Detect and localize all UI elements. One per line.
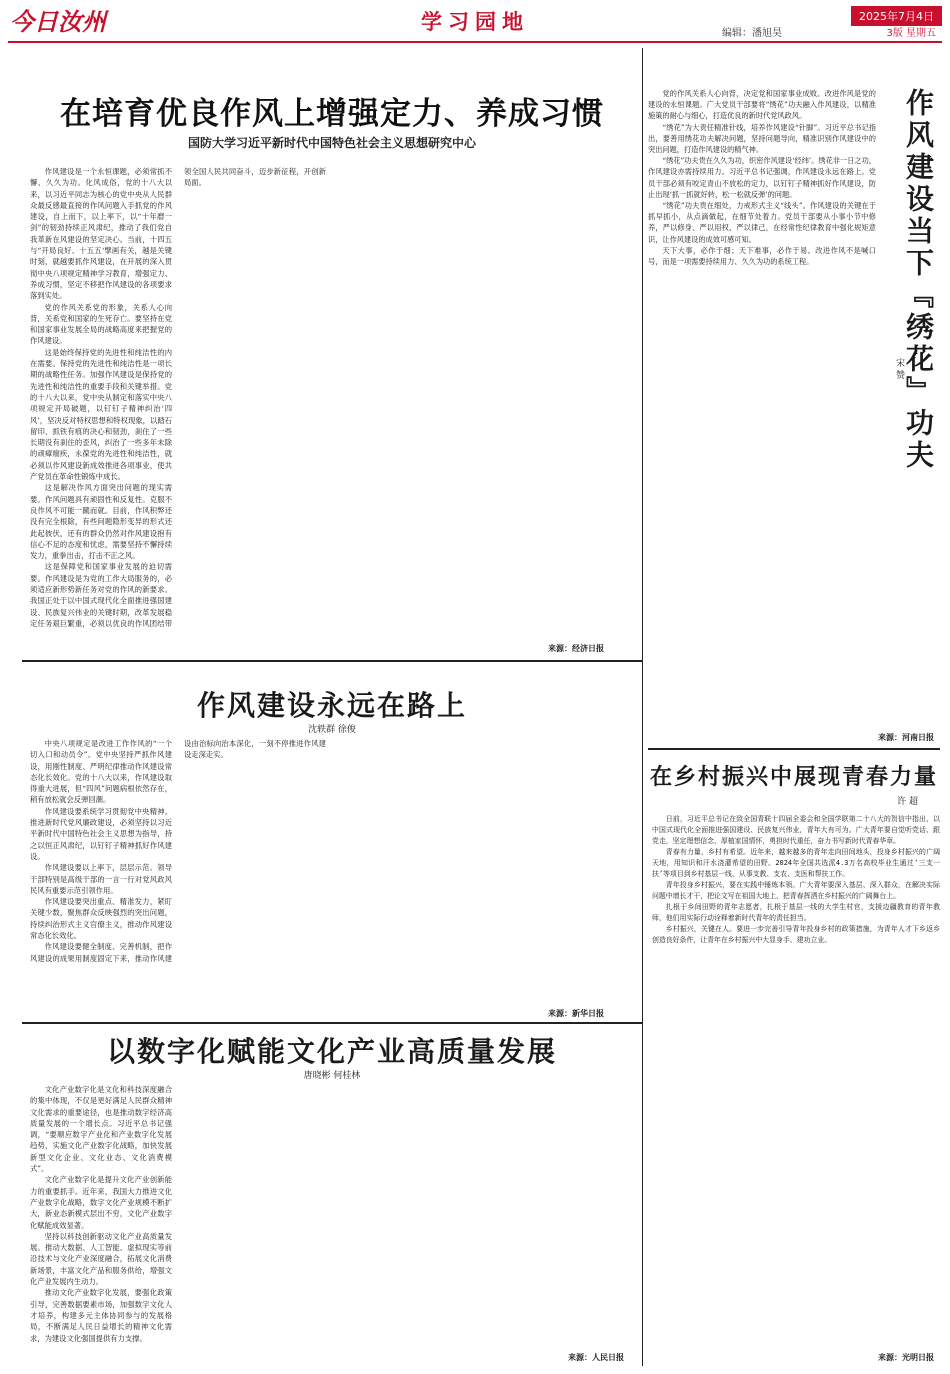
article-source: 来源：光明日报: [878, 1353, 934, 1362]
page-and-weekday: 3版 星期五: [886, 28, 936, 39]
paragraph: “绣花”功夫贵在久久为功，织密作风建设‘经纬’。绣花非一日之功，作风建设亦需持续用力。习近平总书记强调，作风建设永远在路上。党员干部必须有咬定青山不放松的定力，以钉钉子精神抓好作风建设，防止出现‘抓一抓就好转，松一松就反弹’的问题。: [648, 156, 876, 199]
article-body: [648, 88, 876, 722]
paragraph: 青年投身乡村振兴，要在实践中锤炼本领。广大青年要深入基层、深入群众，在解决实际问题中增长才干，把论文写在祖国大地上，把青春挥洒在乡村振兴的广阔舞台上。: [652, 881, 940, 900]
article-source: 来源：人民日报: [568, 1353, 624, 1362]
paragraph: 文化产业数字化是文化和科技深度融合的集中体现，不仅是更好满足人民群众精神文化需求的重要途径，也是推动数字经济高质量发展的一个增长点。习近平总书记强调，“要顺应数字产业化和产业数字化发展趋势，实施文化产业数字化战略，加快发展新型文化企业、文化业态、文化消费模式”。: [30, 1085, 172, 1174]
column-divider: [642, 48, 643, 1366]
article-main: [30, 88, 634, 656]
paragraph: 这是保障党和国家事业发展的迫切需要。作风建设是为党的工作大局服务的，必须适应新形势新任务对党的作风的新要求。我国正处于以中国式现代化全面推进强国建设、民族复兴伟业的关键时期，改革发展稳定任务艰巨繁重，必须以优良的作风团结带领全国人民共同奋斗，迈步新征程，开创新局面。: [30, 167, 326, 628]
paragraph: “绣花”为大责任精准针线，培养作风建设“针脚”。习近平总书记指出，要善用绣花功夫解决问题，坚持问题导向，精准识别作风建设中的突出问题，打造作风建设的精气神。: [648, 122, 876, 155]
article-source: 来源：新华日报: [548, 1009, 604, 1018]
article-embroidery: [648, 88, 940, 718]
article-body: [30, 738, 634, 974]
article-conduct: [30, 684, 634, 984]
paragraph: 文化产业数字化是提升文化产业创新能力的重要抓手。近年来，我国大力推进文化产业数字化战略，数字文化产业规模不断扩大，新业态新模式层出不穷，文化产业数字化赋能成效显著。: [30, 1175, 172, 1230]
article-author: 唐晓彬 何桂林: [303, 1071, 361, 1081]
article-body: [652, 814, 940, 1360]
paragraph: 作风建设要系统学习贯彻党中央精神。推进新时代党风廉政建设，必须坚持以习近平新时代中国特色社会主义思想为指导，持之以恒正风肃纪，以钉钉子精神抓好作风建设。: [30, 806, 172, 861]
article-title: 在培育优良作风上增强定力、养成习惯: [60, 96, 604, 132]
section-title: 学习园地: [421, 10, 529, 34]
paragraph: “绣花”功夫贵在细处，力戒形式主义“线头”。作风建设的关键在于抓早抓小，从点滴做起，在细节处着力。党员干部要从小事小节中修养，严以修身、严以用权、严以律己，在经常性纪律教育中强化规矩意识，让作风建设的成效可感可知。: [648, 201, 876, 244]
editor-credit: 编辑：潘旭昊: [722, 28, 782, 39]
paragraph: 作风建设是一个永恒课题，必须常抓不懈、久久为功。化风成俗，党的十八大以来，以习近平同志为核心的党中央从人民群众最反感最直接的作风问题入手抓党的作风建设，自上而下，以上率下，以“十年磨一剑”的韧劲持续正风肃纪，推动了我们党自我革新在风建设的坚定决心。当前，十四五与“开局良好、十五五‘擘画有关，越是关键时刻，就越要抓作风建设，在开展的深入贯彻中央八项规定精神学习教育，增强定力、养成习惯，坚定不移把作风建设的各项要求落到实处。: [30, 167, 172, 301]
paragraph: 坚持以科技创新驱动文化产业高质量发展。推动大数据、人工智能、虚拟现实等前沿技术与文化产业深度融合，拓展文化消费新场景，丰富文化产品和服务供给，增强文化产业发展内生动力。: [30, 1231, 172, 1287]
article-author: 宋 赞: [894, 358, 904, 379]
masthead: [0, 0, 950, 46]
paragraph: 乡村振兴，关键在人。要进一步完善引导青年投身乡村的政策措施，为青年人才下乡返乡创造良好条件，让青年在乡村振兴中大显身手、建功立业。: [652, 925, 940, 944]
paragraph: 青春有力量，乡村有希望。近年来，越来越多的青年走向田间地头，投身乡村振兴的广阔天地，用知识和汗水浇灌希望的田野。2024年全国共选派4.3万名高校毕业生通过‘三支一扶’等项目到乡村基层一线，从事支教、支农、支医和帮扶工作。: [652, 848, 940, 878]
paragraph: 这是始终保持党的先进性和纯洁性的内在需要。保持党的先进性和纯洁性是一项长期的战略性任务。加强作风建设是保持党的先进性和纯洁性的重要手段和关键举措。党的十八大以来，党中央从制定和落实中央八项规定开局破题，以钉钉子精神纠治‘四风’，坚决反对特权思想和特权现象，以踏石留印、抓铁有痕的决心和韧劲，刹住了一些长期没有刹住的歪风，纠治了一些多年未除的顽瘴痼疾，永葆党的先进性和纯洁性，就必须以作风建设新成效推进各项事业，使共产党员在革命性锻炼中成长。: [30, 347, 172, 482]
paragraph: 作风建设要健全制度、完善机制，把作风建设的成果用制度固定下来，推动作风建设由治标向治本深化，一刻不停推进作风建设走深走实。: [30, 739, 326, 963]
divider: [648, 748, 940, 750]
article-title: 在乡村振兴中展现青春力量: [649, 764, 938, 790]
header-meta: [702, 2, 942, 40]
article-body: [30, 166, 634, 646]
article-author: 沈轶群 徐俊: [308, 725, 356, 735]
logo-text: 今日汝州: [10, 7, 106, 36]
issue-date: 2025年7月4日: [851, 6, 942, 26]
paragraph: 扎根于乡间田野的青年志愿者，扎根于基层一线的大学生村官，支援边疆教育的青年教师，他们用实际行动诠释着新时代青年的责任担当。: [652, 903, 940, 922]
article-source: 来源：河南日报: [878, 733, 934, 742]
article-rural-youth: [648, 760, 940, 1364]
divider: [22, 660, 642, 662]
article-title: 作风建设当下『绣花』功夫: [902, 88, 935, 472]
paragraph: 党的作风关系党的形象，关系人心向背，关系党和国家的生死存亡。要坚持在党和国家事业发展全局的战略高度来把握党的作风建设。: [30, 302, 172, 346]
paragraph: 日前，习近平总书记在致全国青联十四届全委会和全国学联第二十八大的贺信中指出，以中国式现代化全面推进强国建设、民族复兴伟业，青年大有可为。广大青年要自觉听党话、跟党走，坚定理想信念，厚植家国情怀，勇担时代重任，奋力书写新时代青春华章。: [652, 815, 940, 845]
article-author: 国防大学习近平新时代中国特色社会主义思想研究中心: [187, 136, 476, 150]
paragraph: 党的作风关系人心向背，决定党和国家事业成败。改进作风是党的建设的永恒课题。广大党员干部要将“绣花”功夫融入作风建设，以精准施策的耐心与细心，打造优良的新时代党风政风。: [648, 89, 876, 121]
article-title: 以数字化赋能文化产业高质量发展: [106, 1035, 557, 1068]
paragraph: 推动文化产业数字化发展，要强化政策引导，完善数据要素市场，加强数字文化人才培养，构建多元主体协同参与的发展格局，不断满足人民日益增长的精神文化需求，为建设文化强国提供有力支撑。: [30, 1288, 172, 1343]
article-body: [30, 1084, 634, 1362]
article-author: 许 超: [897, 797, 918, 807]
article-digital-culture: [30, 1030, 634, 1362]
article-title: 作风建设永远在路上: [196, 689, 467, 722]
masthead-rule: [8, 41, 942, 43]
article-source: 来源：经济日报: [548, 644, 604, 653]
paragraph: 作风建设要突出重点、精准发力，紧盯关键少数，聚焦群众反映强烈的突出问题，持续纠治形式主义官僚主义，推动作风建设常态化长效化。: [30, 897, 172, 941]
divider: [22, 1022, 642, 1024]
paragraph: 这是解决作风方面突出问题的现实需要。作风问题具有顽固性和反复性。克服不良作风不可能一蹴而就。目前，作风积弊还没有完全根除，有些问题隐形变异的形式还此起彼伏，还有的群众仍然对作风建设抱有信心不足的态度和忧虑，需要坚持不懈持续发力，重拳出击，打击不正之风。: [30, 483, 172, 561]
paragraph: 作风建设要以上率下，层层示范。领导干部特别是高级干部的一言一行对党风政风民风有重要示范引领作用。: [30, 863, 172, 895]
paragraph: 中央八项规定是改进工作作风的“一个切入口和动员令”。党中央坚持严抓作风建设，用刚性制度、严明纪律推动作风建设常态化长效化。党的十八大以来，作风建设取得重大进展，但“四风”问题病根依然存在，稍有放松就会反弹回潮。: [30, 739, 172, 805]
paragraph: 天下大事，必作于细；天下难事，必作于易。改进作风不是喊口号，而是一项需要持续用力、久久为功的系统工程。: [648, 245, 876, 267]
